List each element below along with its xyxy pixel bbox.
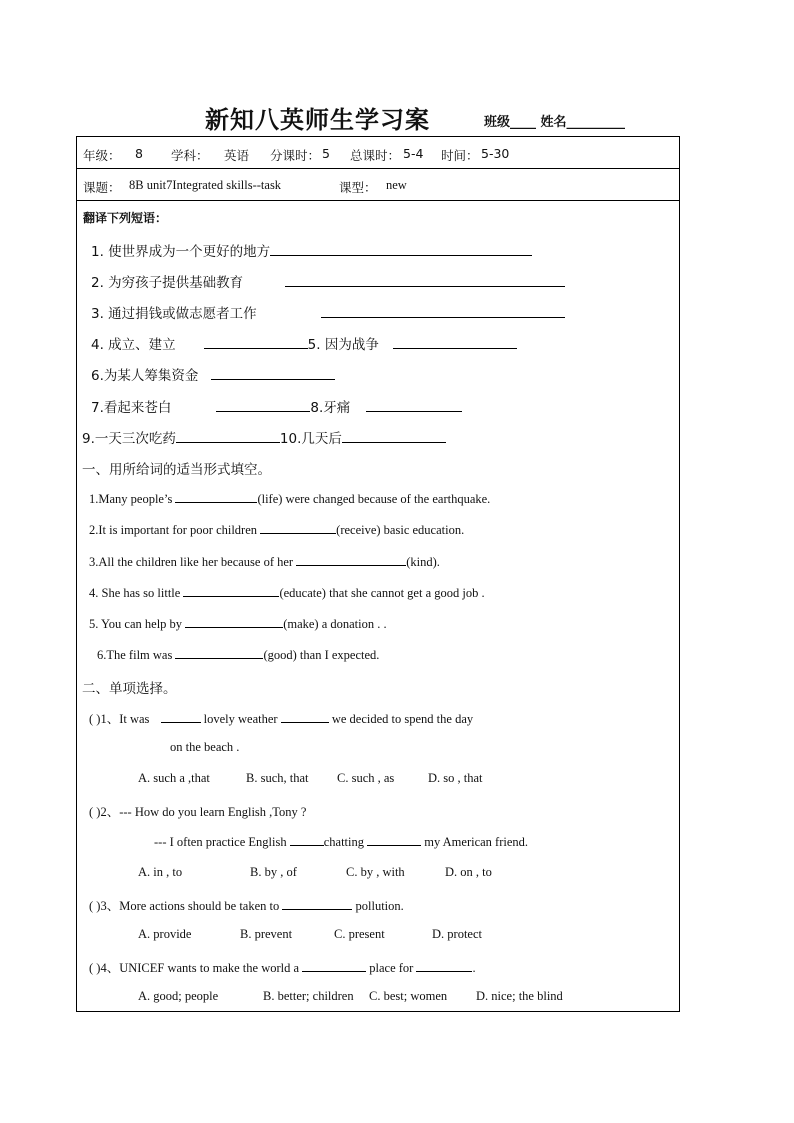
question-text: . xyxy=(472,961,476,975)
answer-blank[interactable] xyxy=(216,399,310,412)
answer-paren[interactable]: ( ) xyxy=(89,712,101,726)
option-d[interactable]: D. nice; the blind xyxy=(476,989,563,1003)
translate-item xyxy=(91,396,462,416)
page-title: 新知八英师生学习案 xyxy=(205,106,430,134)
grade-value: 8 xyxy=(135,146,143,161)
total-value: 5-4 xyxy=(403,146,424,161)
answer-blank[interactable] xyxy=(321,305,565,318)
translate-item xyxy=(91,333,517,353)
row-divider xyxy=(76,200,680,201)
option-c[interactable]: C. by , with xyxy=(346,865,405,879)
option-c[interactable]: C. such , as xyxy=(337,771,395,785)
subject-label: 学科： xyxy=(171,148,209,163)
answer-blank[interactable] xyxy=(211,367,335,380)
option-d[interactable]: D. on , to xyxy=(445,865,492,879)
translate-item-text: 2. 为穷孩子提供基础教育 xyxy=(91,275,244,291)
topic-value: 8B unit7Integrated skills--task xyxy=(129,178,282,192)
question-text: 1、It was xyxy=(100,712,153,726)
fill-item xyxy=(89,553,440,570)
answer-blank[interactable] xyxy=(285,274,565,287)
time-value: 5-30 xyxy=(481,146,510,161)
fill-item-text: (educate) that she cannot get a good job . xyxy=(279,586,485,600)
type-label: 课型： xyxy=(339,180,377,195)
choice-question xyxy=(89,709,473,727)
option-a[interactable]: A. provide xyxy=(138,927,192,941)
option-b[interactable]: B. by , of xyxy=(250,865,297,879)
fill-item-text: 3.All the children like her because of her xyxy=(89,555,297,569)
answer-blank[interactable] xyxy=(260,521,336,534)
fill-item-text: 6.The film was xyxy=(97,648,176,662)
answer-blank[interactable] xyxy=(416,959,472,972)
question-text xyxy=(154,833,528,850)
fill-item xyxy=(89,615,387,632)
fill-item-text: 4. She has so little xyxy=(89,586,184,600)
translate-item-text: 5. 因为战争 xyxy=(307,337,379,353)
answer-paren[interactable]: ( ) xyxy=(89,805,101,819)
question-text: on the beach . xyxy=(170,740,240,754)
total-label: 总课时： xyxy=(350,148,401,163)
fill-item xyxy=(89,521,464,538)
translate-item xyxy=(91,364,335,384)
answer-blank[interactable] xyxy=(393,336,517,349)
translate-item xyxy=(82,427,446,447)
question-text: pollution. xyxy=(352,899,404,913)
answer-blank[interactable] xyxy=(175,490,257,503)
worksheet-table xyxy=(76,136,680,1012)
lesson-value: 5 xyxy=(322,146,330,161)
answer-blank[interactable] xyxy=(176,430,280,443)
fill-item xyxy=(97,646,379,663)
translate-heading: 翻译下列短语： xyxy=(83,211,168,225)
fill-heading: 一、用所给词的适当形式填空。 xyxy=(82,462,271,478)
question-text: my American friend. xyxy=(421,835,529,849)
answer-blank[interactable] xyxy=(342,430,446,443)
fill-item-text: (good) than I expected. xyxy=(263,648,380,662)
answer-blank[interactable] xyxy=(296,553,406,566)
translate-item xyxy=(91,302,565,322)
translate-item-text: 7.看起来苍白 xyxy=(91,400,172,416)
translate-item-text: 1. 使世界成为一个更好的地方 xyxy=(91,244,271,260)
translate-item xyxy=(91,240,532,260)
translate-item-text: 8.牙痛 xyxy=(310,400,351,416)
fill-item-text: (receive) basic education. xyxy=(336,523,465,537)
subject-value: 英语 xyxy=(224,148,250,163)
option-c[interactable]: C. best; women xyxy=(369,989,448,1003)
question-text: chatting xyxy=(323,835,368,849)
fill-item-text: 2.It is important for poor children xyxy=(89,523,261,537)
grade-label: 年级： xyxy=(83,148,121,163)
translate-item-text: 9.一天三次吃药 xyxy=(82,431,176,447)
answer-blank[interactable] xyxy=(183,584,279,597)
question-text: 2、--- How do you learn English ,Tony ? xyxy=(100,805,307,819)
answer-blank[interactable] xyxy=(270,243,532,256)
fill-item-text: (kind). xyxy=(406,555,440,569)
answer-blank[interactable] xyxy=(161,710,201,723)
option-a[interactable]: A. such a ,that xyxy=(138,771,210,785)
fill-item xyxy=(89,584,485,601)
row-divider xyxy=(76,168,680,169)
fill-item-text: (make) a donation . . xyxy=(283,617,387,631)
option-b[interactable]: B. prevent xyxy=(240,927,293,941)
translate-item-text: 4. 成立、建立 xyxy=(91,337,176,353)
question-text: --- I often practice English xyxy=(154,835,290,849)
fill-item-text: (life) were changed because of the earthquake. xyxy=(257,492,491,506)
answer-blank[interactable] xyxy=(302,959,366,972)
answer-blank[interactable] xyxy=(282,897,352,910)
translate-item xyxy=(91,271,565,291)
type-value: new xyxy=(386,178,407,192)
translate-item-text: 6.为某人筹集资金 xyxy=(91,368,199,384)
lesson-label: 分课时： xyxy=(270,148,321,163)
choice-question xyxy=(89,802,306,820)
choice-question xyxy=(89,896,404,914)
choice-heading: 二、单项选择。 xyxy=(82,681,177,697)
fill-item-text: 1.Many people’s xyxy=(89,492,176,506)
question-text: 4、UNICEF wants to make the world a xyxy=(100,961,303,975)
option-d[interactable]: D. protect xyxy=(432,927,482,941)
translate-item-text: 3. 通过捐钱或做志愿者工作 xyxy=(91,306,257,322)
answer-blank[interactable] xyxy=(204,336,308,349)
answer-paren[interactable]: ( ) xyxy=(89,961,101,975)
fill-item-text: 5. You can help by xyxy=(89,617,186,631)
class-name-field: 班级____ 姓名_________ xyxy=(484,115,626,130)
answer-blank[interactable] xyxy=(281,710,329,723)
answer-paren[interactable]: ( ) xyxy=(89,899,101,913)
choice-question xyxy=(89,958,476,976)
question-text: we decided to spend the day xyxy=(328,712,474,726)
answer-blank[interactable] xyxy=(185,615,283,628)
question-text: lovely weather xyxy=(200,712,281,726)
option-d[interactable]: D. so , that xyxy=(428,771,483,785)
answer-blank[interactable] xyxy=(290,833,324,846)
time-label: 时间： xyxy=(441,148,479,163)
option-b[interactable]: B. such, that xyxy=(246,771,309,785)
option-a[interactable]: A. in , to xyxy=(138,865,183,879)
translate-item-text: 10.几天后 xyxy=(279,431,342,447)
fill-item xyxy=(89,490,490,507)
question-text: place for xyxy=(366,961,417,975)
answer-blank[interactable] xyxy=(366,399,462,412)
answer-blank[interactable] xyxy=(175,646,263,659)
answer-blank[interactable] xyxy=(367,833,421,846)
topic-label: 课题： xyxy=(83,180,121,195)
option-c[interactable]: C. present xyxy=(334,927,385,941)
option-b[interactable]: B. better; children xyxy=(263,989,354,1003)
option-a[interactable]: A. good; people xyxy=(138,989,219,1003)
question-text: 3、More actions should be taken to xyxy=(100,899,283,913)
